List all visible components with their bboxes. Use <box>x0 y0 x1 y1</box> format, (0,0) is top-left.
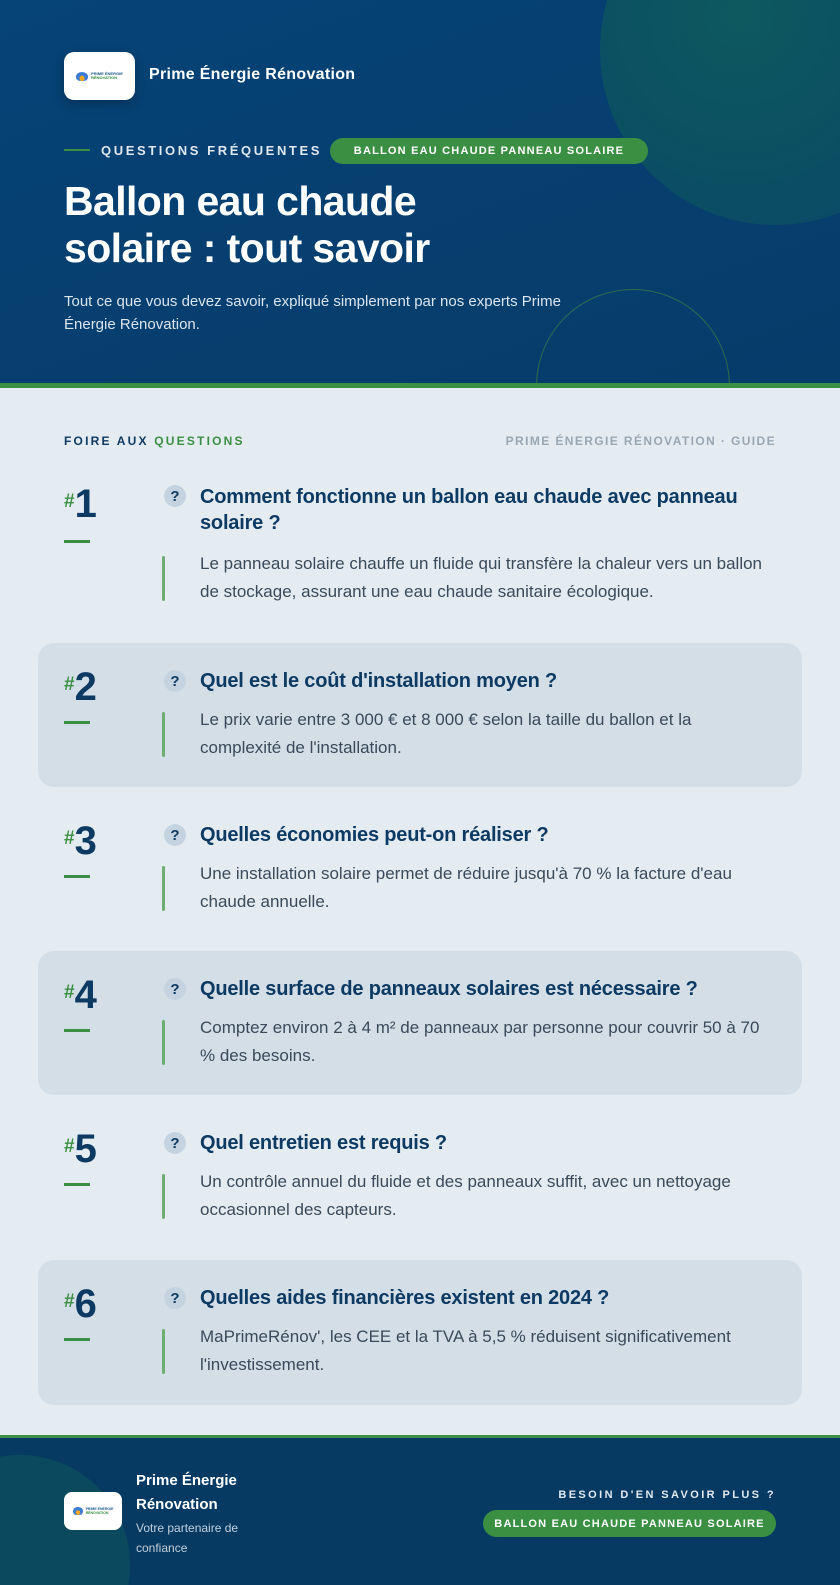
faq-item <box>38 951 802 1095</box>
faq-question[interactable]: Quel est le coût d'installation moyen ? <box>200 670 558 692</box>
logo-text-line2: RÉNOVATION <box>85 1511 109 1515</box>
faq-item <box>38 470 802 620</box>
logo-text-line2: RÉNOVATION <box>91 75 118 80</box>
faq-item <box>38 797 802 941</box>
faq-answer: Le panneau solaire chauffe un fluide qui transfère la chaleur vers un ballon de stockage, assurant une eau chaude sanitaire écologique. <box>200 554 763 601</box>
hash-symbol: # <box>64 1136 75 1157</box>
sun-icon <box>76 72 88 81</box>
faq-number-value: 3 <box>74 819 97 863</box>
hash-symbol: # <box>64 491 75 512</box>
logo-text-line1: PRIME ÉNERGIE <box>85 1507 114 1511</box>
faq-number-value: 5 <box>74 1127 97 1171</box>
page-subtitle: Tout ce que vous devez savoir, expliqué simplement par nos experts Prime Énergie Rénovation. <box>64 293 561 333</box>
question-icon: ? <box>164 978 186 1000</box>
page-title-line2: solaire : tout savoir <box>64 225 430 271</box>
faq-question[interactable]: Comment fonctionne un ballon eau chaude avec panneau solaire ? <box>200 486 738 534</box>
question-icon: ? <box>164 1287 186 1309</box>
footer-brand-name: Prime Énergie Rénovation <box>136 1472 237 1513</box>
answer-accent-line <box>162 556 165 601</box>
faq-number <box>64 821 97 861</box>
number-underline <box>64 875 90 878</box>
section-label-part1: FOIRE AUX <box>64 434 149 448</box>
answer-accent-line <box>162 866 165 911</box>
answer-accent-line <box>162 1329 165 1374</box>
faq-answer: Un contrôle annuel du fluide et des panneaux suffit, avec un nettoyage occasionnel des capteurs. <box>200 1172 731 1219</box>
faq-number-value: 1 <box>74 482 97 526</box>
question-icon: ? <box>164 485 186 507</box>
hash-symbol: # <box>64 828 75 849</box>
faq-number <box>64 975 97 1015</box>
section-right-label: PRIME ÉNERGIE RÉNOVATION · GUIDE <box>505 434 776 448</box>
answer-accent-line <box>162 1020 165 1065</box>
hash-symbol: # <box>64 1291 75 1312</box>
eyebrow-line <box>64 149 90 151</box>
page-title <box>64 178 584 272</box>
faq-answer: Le prix varie entre 3 000 € et 8 000 € selon la taille du ballon et la complexité de l'installation. <box>200 710 692 757</box>
logo-text-line1: PRIME ÉNERGIE <box>91 70 123 76</box>
faq-item <box>38 643 802 787</box>
question-icon: ? <box>164 1132 186 1154</box>
faq-question[interactable]: Quel entretien est requis ? <box>200 1132 447 1154</box>
hero-header <box>0 0 840 383</box>
faq-question[interactable]: Quelles économies peut-on réaliser ? <box>200 824 549 846</box>
section-label <box>64 434 245 448</box>
faq-answer: Une installation solaire permet de réduire jusqu'à 70 % la facture d'eau chaude annuelle. <box>200 864 732 911</box>
question-icon: ? <box>164 824 186 846</box>
question-icon: ? <box>164 670 186 692</box>
faq-answer: Comptez environ 2 à 4 m² de panneaux par personne pour couvrir 50 à 70 % des besoins. <box>200 1018 760 1065</box>
faq-number <box>64 667 97 707</box>
hash-symbol: # <box>64 982 75 1003</box>
faq-item <box>38 1105 802 1249</box>
faq-number <box>64 484 97 524</box>
logo-mark <box>73 1507 114 1515</box>
faq-number <box>64 1284 97 1324</box>
page-title-line1: Ballon eau chaude <box>64 178 417 224</box>
footer-topic-pill[interactable]: BALLON EAU CHAUDE PANNEAU SOLAIRE <box>483 1510 776 1537</box>
number-underline <box>64 1029 90 1032</box>
faq-number-value: 4 <box>74 973 97 1017</box>
number-underline <box>64 1183 90 1186</box>
eyebrow-label: QUESTIONS FRÉQUENTES <box>101 143 323 158</box>
footer-tagline: Votre partenaire de confiance <box>136 1521 239 1555</box>
footer-cta-label: BESOIN D'EN SAVOIR PLUS ? <box>558 1489 776 1501</box>
accent-divider <box>0 383 840 388</box>
brand-logo[interactable] <box>64 52 135 100</box>
brand-name: Prime Énergie Rénovation <box>149 66 356 83</box>
footer <box>0 1435 840 1585</box>
decorative-circle <box>600 0 840 225</box>
faq-number <box>64 1129 97 1169</box>
faq-question[interactable]: Quelles aides financières existent en 2024 ? <box>200 1287 610 1309</box>
number-underline <box>64 540 90 543</box>
answer-accent-line <box>162 1174 165 1219</box>
faq-number-value: 6 <box>74 1282 97 1326</box>
number-underline <box>64 721 90 724</box>
faq-number-value: 2 <box>74 665 97 709</box>
section-label-part2: QUESTIONS <box>154 434 245 448</box>
number-underline <box>64 1338 90 1341</box>
answer-accent-line <box>162 712 165 757</box>
footer-logo[interactable] <box>64 1492 122 1530</box>
logo-mark <box>76 72 123 81</box>
sun-icon <box>73 1507 83 1515</box>
faq-answer: MaPrimeRénov', les CEE et la TVA à 5,5 % réduisent significativement l'investissement. <box>200 1327 731 1374</box>
hash-symbol: # <box>64 674 75 695</box>
faq-item <box>38 1260 802 1405</box>
topic-pill[interactable]: BALLON EAU CHAUDE PANNEAU SOLAIRE <box>330 138 648 164</box>
faq-question[interactable]: Quelle surface de panneaux solaires est nécessaire ? <box>200 978 698 1000</box>
